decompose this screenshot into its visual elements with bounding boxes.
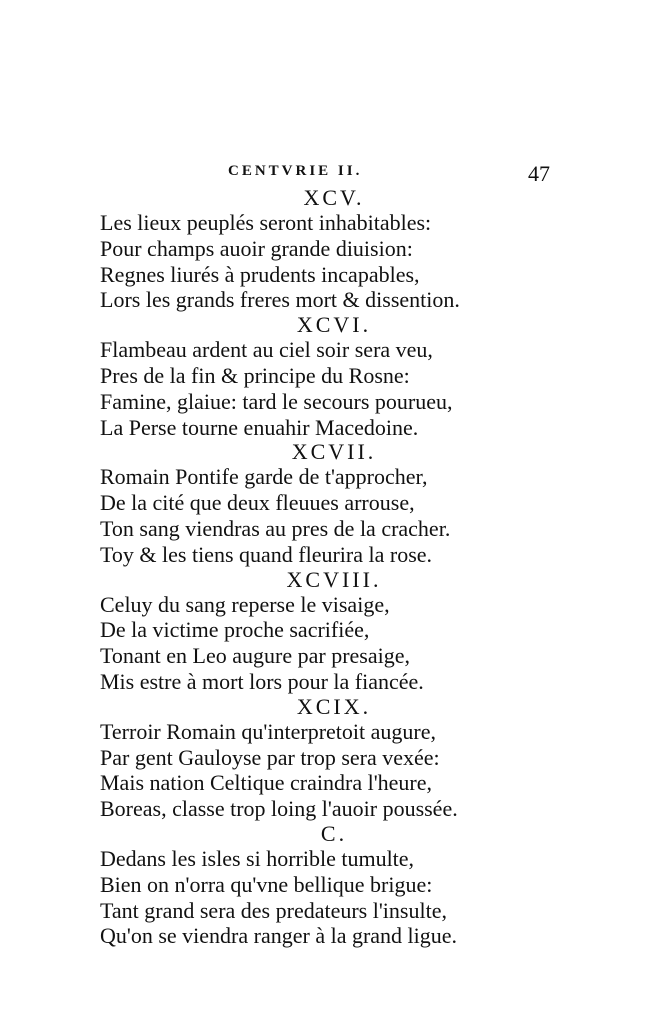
verse-line: Les lieux peuplés seront inhabitables:: [100, 210, 432, 235]
verse-line: Pres de la fin & principe du Rosne:: [100, 362, 410, 388]
verse-line: De la victime proche sacrifiée,: [100, 617, 370, 643]
verse-line: La Perse tourne enuahir Macedoine.: [100, 414, 419, 440]
quatrain-98: [100, 568, 540, 695]
verse-line: Lors les grands freres mort & dissention.: [100, 287, 460, 313]
quatrain-number: XCVII.: [291, 439, 377, 465]
verse-column: [100, 186, 540, 949]
verse-line: Par gent Gauloyse par trop sera vexée:: [100, 744, 440, 770]
quatrain-100: [100, 822, 540, 949]
verse-line: Mais nation Celtique craindra l'heure,: [100, 770, 433, 796]
quatrain-96: [100, 313, 540, 440]
verse-line: Regnes liurés à prudents incapables,: [100, 261, 420, 287]
running-head: [0, 163, 668, 185]
verse-line: Terroir Romain qu'interpretoit augure,: [100, 718, 436, 744]
verse-line: Tant grand sera des predateurs l'insulte,: [100, 897, 447, 923]
verse-line: Boreas, classe trop loing l'auoir poussée.: [100, 796, 458, 822]
verse-line: Bien on n'orra qu'vne bellique brigue:: [100, 871, 433, 897]
verse-line: Romain Pontife garde de t'approcher,: [100, 464, 428, 490]
quatrain-number: XCVIII.: [286, 566, 382, 592]
page-number: 47: [528, 161, 550, 186]
verse-line: Ton sang viendras au pres de la cracher.: [100, 515, 451, 541]
running-title: CENTVRIE II.: [228, 163, 363, 179]
verse-line: Pour champs auoir grande diuision:: [100, 235, 413, 261]
verse-line: Flambeau ardent au ciel soir sera veu,: [100, 337, 433, 363]
quatrain-number: XCV.: [303, 185, 365, 210]
verse-line: Toy & les tiens quand fleurira la rose.: [100, 541, 433, 567]
quatrain-number: XCVI.: [296, 312, 372, 338]
verse-line: Tonant en Leo augure par presaige,: [100, 643, 410, 669]
verse-line: Mis estre à mort lors pour la fiancée.: [100, 668, 424, 694]
quatrain-number: XCIX.: [296, 693, 372, 719]
verse-line: Qu'on se viendra ranger à la grand ligue.: [100, 923, 458, 949]
quatrain-number: C.: [320, 820, 348, 846]
quatrain-99: [100, 695, 540, 822]
quatrain-95: [100, 186, 540, 313]
verse-line: De la cité que deux fleuues arrouse,: [100, 490, 415, 516]
verse-line: Famine, glaiue: tard le secours pourueu,: [100, 388, 453, 414]
verse-line: Celuy du sang reperse le visaige,: [100, 591, 390, 617]
quatrain-97: [100, 440, 540, 567]
verse-line: Dedans les isles si horrible tumulte,: [100, 845, 415, 871]
